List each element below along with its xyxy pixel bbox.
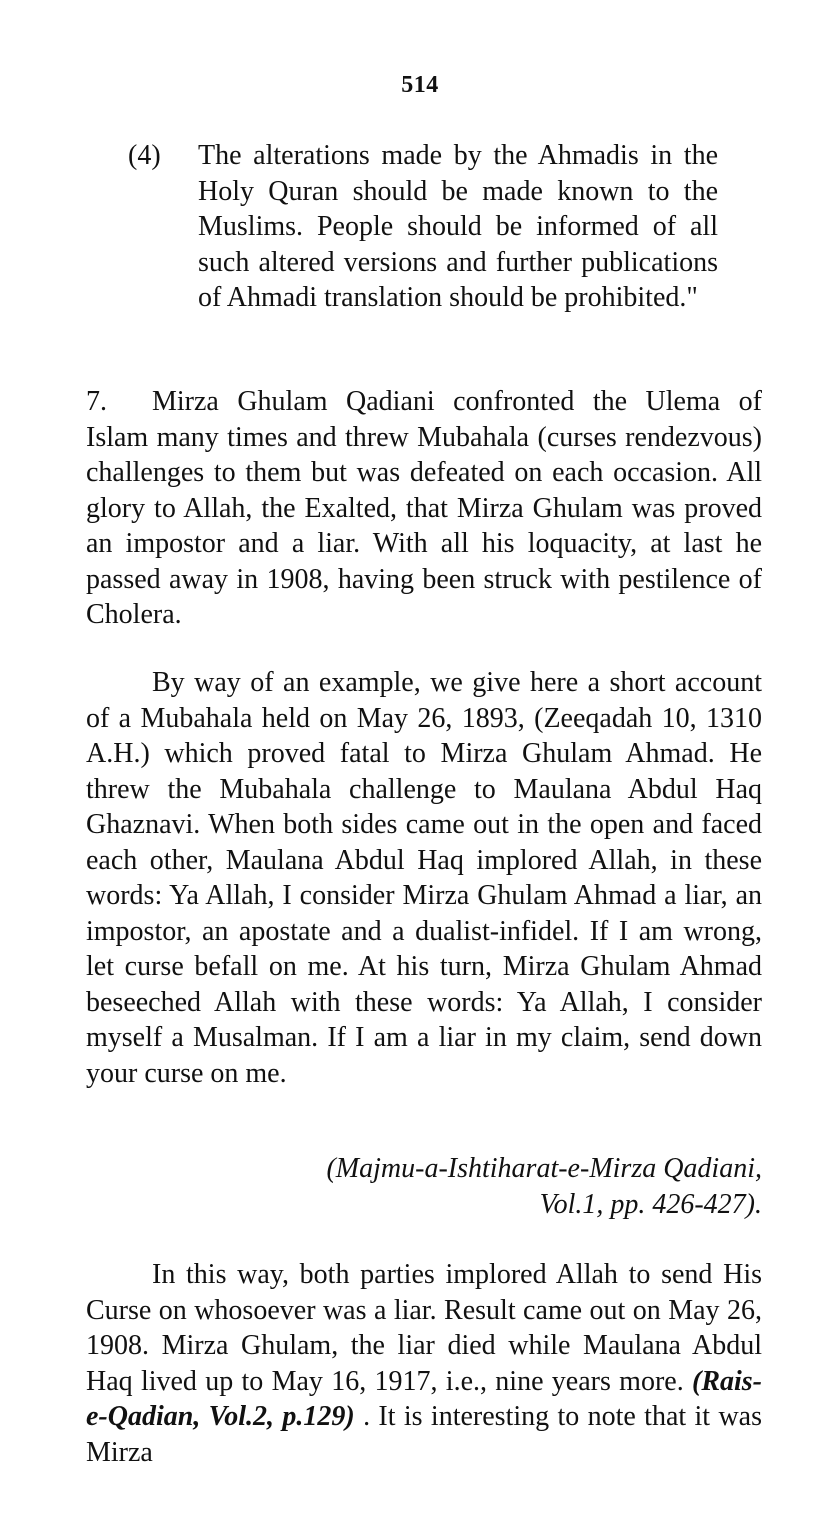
result-text-after: . It is interesting to note that it was Mirza [86,1401,762,1468]
section-7-text: Mirza Ghulam Qadiani confronted the Ulema of Islam many times and threw Mubahala (curses rendezvous) challenges to them but was defeated on each occasion. All glory to Allah, the Exalted, that Mirza Ghulam was proved an impostor and a liar. With all his loquacity, at last he passed away in 1908, having been struck with pestilence of Cholera. [86,386,762,630]
list-item-marker: (4) [128,140,161,171]
page-number: 514 [401,72,439,98]
section-7-paragraph [86,384,762,633]
section-number: 7. [86,386,107,417]
mubahala-text: By way of an example, we give here a short account of a Mubahala held on May 26, 1893, (Zeeqadah 10, 1310 A.H.) which proved fatal to Mirza Ghulam Ahmad. He threw the Mubahala challenge to Maulana Abdul Haq Ghaznavi. When both sides came out in the open and faced each other, Maulana Abdul Haq implored Allah, in these words: Ya Allah, I consider Mirza Ghulam Ahmad a liar, an impostor, an apostate and a dualist-infidel. If I am wrong, let curse befall on me. At his turn, Mirza Ghulam Ahmad beseeched Allah with these words: Ya Allah, I consider myself a Musalman. If I am a liar in my claim, send down your curse on me. [86,667,762,1089]
result-text-before: In this way, both parties implored Allah to send His Curse on whosoever was a liar. Result came out on May 26, 1908. Mirza Ghulam, the liar died while Maulana Abdul Haq lived up to May 16, 1917, i.e., nine years more. [86,1259,762,1397]
citation-line-2: Vol.1, pp. 426-427). [539,1188,762,1220]
citation-line-1: (Majmu-a-Ishtiharat-e-Mirza Qadiani, [326,1153,762,1184]
mubahala-paragraph [86,665,762,1091]
result-paragraph [86,1257,762,1470]
list-item-4 [128,138,728,316]
inline-citation: (Rais-e-Qadian, Vol.2, p.129) [86,1365,762,1432]
citation [162,1151,762,1222]
list-item-text: The alterations made by the Ahmadis in the Holy Quran should be made known to the Muslims. People should be informed of all such altered versions and further publications of Ahmadi translation should be prohibited." [198,140,718,313]
